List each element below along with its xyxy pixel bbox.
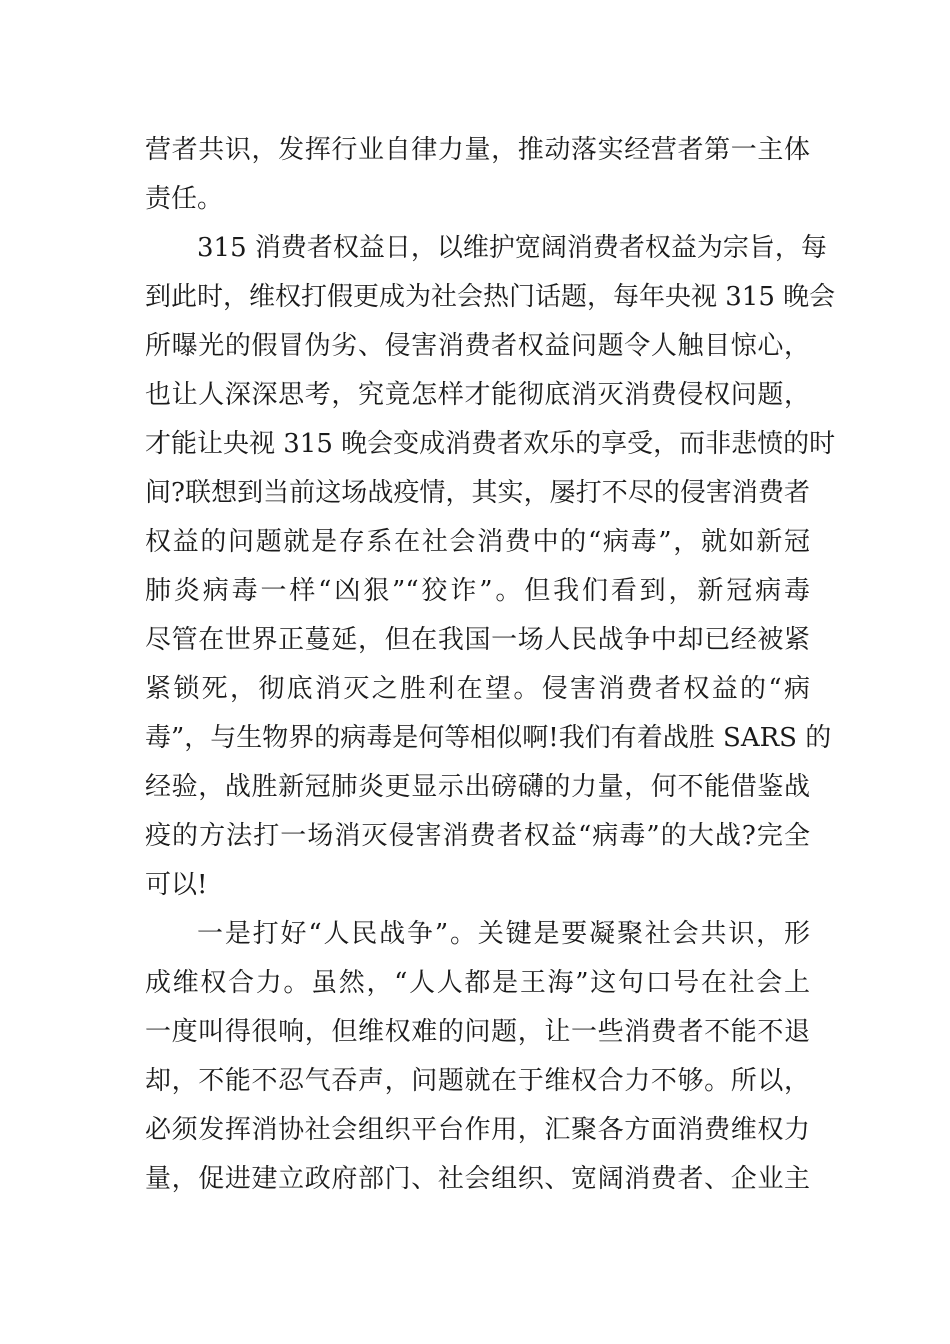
text-line: 也让人深深思考，究竟怎样才能彻底消灭消费侵权问题， — [145, 380, 810, 410]
text-line: 却，不能不忍气吞声，问题就在于维权合力不够。所以， — [145, 1066, 810, 1096]
text-line: 间?联想到当前这场战疫情，其实，屡打不尽的侵害消费者 — [145, 478, 810, 508]
text-line: 可以! — [145, 870, 208, 900]
text-line: 所曝光的假冒伪劣、侵害消费者权益问题令人触目惊心， — [145, 331, 810, 361]
text-line: 营者共识，发挥行业自律力量，推动落实经营者第一主体 — [145, 135, 810, 165]
text-line: 权益的问题就是存系在社会消费中的“病毒”，就如新冠 — [145, 527, 810, 557]
text-line: 才能让央视 315 晚会变成消费者欢乐的享受，而非悲愤的时 — [145, 429, 836, 459]
text-line: 一度叫得很响，但维权难的问题，让一些消费者不能不退 — [145, 1017, 810, 1047]
text-line: 紧锁死，彻底消灭之胜利在望。侵害消费者权益的“病 — [145, 674, 810, 704]
text-line: 成维权合力。虽然，“人人都是王海”这句口号在社会上 — [145, 968, 810, 998]
text-line: 到此时，维权打假更成为社会热门话题，每年央视 315 晚会 — [145, 282, 836, 312]
text-line: 必须发挥消协社会组织平台作用，汇聚各方面消费维权力 — [145, 1115, 810, 1145]
paragraph — [145, 224, 836, 910]
body-text — [145, 126, 836, 1204]
text-line: 疫的方法打一场消灭侵害消费者权益“病毒”的大战?完全 — [145, 821, 810, 851]
text-line: 尽管在世界正蔓延，但在我国一场人民战争中却已经被紧 — [145, 625, 810, 655]
text-line: 一是打好“人民战争”。关键是要凝聚社会共识，形 — [197, 919, 810, 949]
text-line: 责任。 — [145, 184, 224, 214]
paragraph — [145, 910, 810, 1204]
text-line: 肺炎病毒一样“凶狠”“狡诈”。但我们看到，新冠病毒 — [145, 576, 810, 606]
text-line: 量，促进建立政府部门、社会组织、宽阔消费者、企业主 — [145, 1164, 810, 1194]
text-line: 毒”，与生物界的病毒是何等相似啊!我们有着战胜 SARS 的 — [145, 723, 832, 753]
text-line: 315 消费者权益日，以维护宽阔消费者权益为宗旨，每 — [197, 233, 827, 263]
paragraph — [145, 126, 810, 224]
text-line: 经验，战胜新冠肺炎更显示出磅礴的力量，何不能借鉴战 — [145, 772, 810, 802]
